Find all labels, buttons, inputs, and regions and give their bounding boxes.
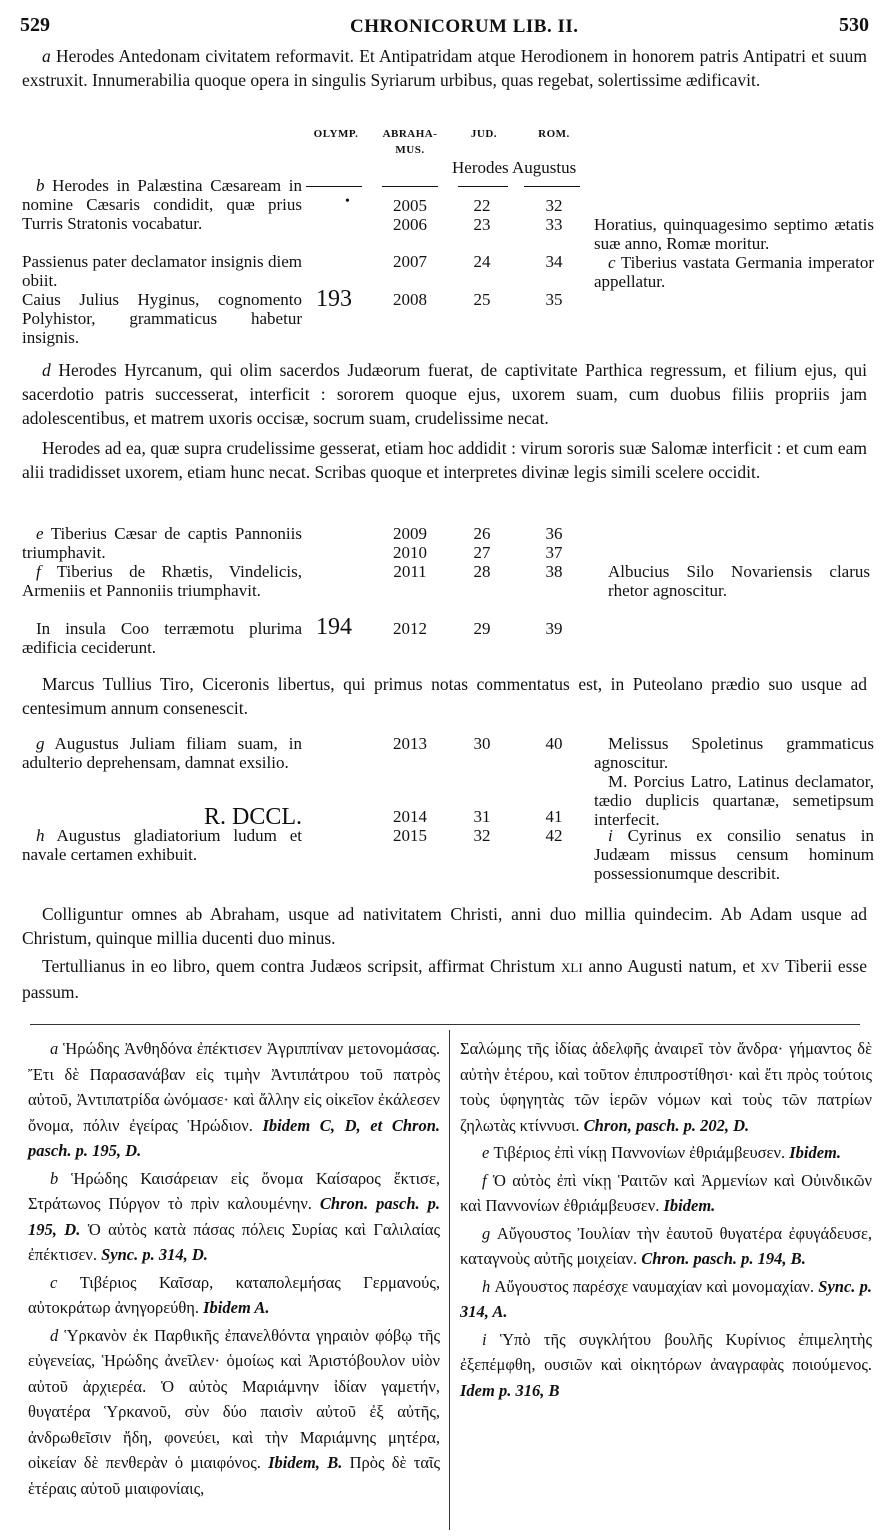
- source-reference: Ibidem A.: [203, 1298, 270, 1317]
- roman-numeral: XV: [760, 960, 780, 975]
- roman-year-marker: R. DCCL.: [204, 804, 303, 830]
- source-reference: Ibidem, B.: [268, 1453, 343, 1472]
- note-letter: f: [36, 562, 41, 581]
- entry-text: Augustus gladiatorium ludum et navale certamen exhibuit.: [22, 826, 302, 864]
- entry-text: Caius Julius Hyginus, cognomento Polyhistor, grammaticus habetur insignis.: [22, 290, 302, 347]
- olympiad-number: 194: [316, 614, 352, 640]
- col-jud: JUD.: [470, 128, 498, 140]
- year-rom: 39: [545, 619, 563, 638]
- side-note: [594, 734, 874, 772]
- col-olymp: OLYMP.: [313, 128, 359, 140]
- year-jud: 29: [473, 619, 491, 638]
- note-letter: h: [36, 826, 45, 845]
- paragraph-text: Tiberii esse passum.: [22, 956, 867, 1002]
- side-note: [594, 826, 874, 883]
- note-text: Cyrinus ex consilio senatus in Judæam missus censum hominum possessionumque describit.: [594, 826, 874, 883]
- greek-footnote: [28, 1323, 440, 1502]
- entry-text: Tiberius Cæsar de captis Pannoniis triumphavit.: [22, 524, 302, 562]
- year-rom: 40: [545, 734, 563, 753]
- chronicle-entry: [22, 562, 302, 600]
- year-rom: 32: [545, 196, 563, 215]
- year-abraham: 2005: [393, 196, 427, 215]
- year-jud: 32: [473, 826, 491, 845]
- note-letter: h: [482, 1276, 491, 1296]
- note-text: Tiberius vastata Germania imperator appellatur.: [594, 253, 874, 291]
- entry-text: Herodes in Palæstina Cæsaream in nomine Cæsaris condidit, quæ prius Turris Stratonis vocabatur.: [22, 176, 302, 233]
- greek-footnote: [460, 1036, 872, 1138]
- chronicle-entry: [22, 176, 302, 233]
- paragraph-text: Herodes Hyrcanum, qui olim sacerdos Judæorum fuerat, de captivitate Parthica regressum, et filium ejus, qui sacerdotio patris successerat, interficit : sororem quoque ejus, uxorem suam, cum duobus filiis propriis jam adolescentibus, et matrem uxoris occisæ, socrum suam, crudelissime necat.: [22, 360, 867, 428]
- greek-footnote: [460, 1221, 872, 1272]
- greek-footnotes-right: [460, 1036, 872, 1405]
- year-rom: 34: [545, 252, 563, 271]
- year-rom: 38: [545, 562, 563, 581]
- side-note: [594, 215, 874, 253]
- col-subheading: Herodes Augustus: [452, 158, 577, 177]
- note-letter: b: [36, 176, 45, 195]
- year-jud: 27: [473, 543, 491, 562]
- column-rule: [458, 186, 508, 187]
- greek-text: Αὔγουστος παρέσχε ναυμαχίαν καὶ μονομαχίαν.: [490, 1276, 819, 1296]
- side-note: [594, 772, 874, 829]
- greek-text: Πρὸς δὲ ταῖς ἑτέραις αὐτοῦ μιαιφονίαις,: [28, 1453, 440, 1498]
- chronicle-entry: [22, 734, 302, 772]
- note-letter: a: [50, 1039, 59, 1058]
- year-rom: 33: [545, 215, 563, 234]
- year-abraham: 2013: [393, 734, 427, 753]
- year-jud: 24: [473, 252, 491, 271]
- column-rule: [306, 186, 362, 187]
- note-letter: f: [482, 1170, 487, 1190]
- source-reference: Sync. p. 314, D.: [101, 1245, 208, 1264]
- year-abraham: 2007: [393, 252, 427, 271]
- greek-text: Ὑπὸ τῆς συγκλήτου βουλῆς Κυρίνιος ἐπιμελητὴς ἐξεπέμφθη, ουσιῶν καὶ οἰκητόρων ἀναγραφὰς ποιούμενος.: [460, 1329, 872, 1374]
- note-text: Horatius, quinquagesimo septimo ætatis suæ anno, Romæ moritur.: [594, 215, 874, 253]
- source-reference: Idem p. 316, B: [460, 1380, 560, 1400]
- source-reference: Ibidem.: [789, 1143, 841, 1162]
- column-divider: [449, 1030, 450, 1530]
- paragraph-text: Marcus Tullius Tiro, Ciceronis libertus, qui primus notas commentatus est, in Puteolano prædio suo usque ad centesimum annum consenescit.: [22, 674, 867, 718]
- paragraph-tiro: [22, 672, 867, 720]
- page-number-right: 530: [839, 14, 869, 36]
- mark-glyph: •: [345, 194, 350, 209]
- greek-footnote: [460, 1168, 872, 1219]
- source-reference: Sync. p. 314, A.: [460, 1276, 873, 1321]
- chronicle-entry: [22, 252, 302, 290]
- paragraph-herodes: [22, 436, 867, 484]
- year-jud: 23: [473, 215, 491, 234]
- side-note: [608, 562, 870, 600]
- paragraph-d: [22, 358, 867, 430]
- paragraph-text: Herodes Antedonam civitatem reformavit. Et Antipatridam atque Herodionem in honorem patris Antipatri et suum exstruxit. Innumerabilia quoque opera in singulis Syriarum urbibus, quas regebat, solertissime ædificavit.: [22, 46, 867, 90]
- year-abraham: 2014: [393, 807, 427, 826]
- greek-text: Τιβέριος ἐπὶ νίκῃ Παννονίων ἐθριάμβευσεν.: [489, 1143, 790, 1162]
- note-text: Melissus Spoletinus grammaticus agnoscitur.: [594, 734, 874, 772]
- paragraph-text: Herodes ad ea, quæ supra crudelissime gesserat, etiam hoc addidit : virum sororis suæ Salomæ interficit : et cum eam alii tradidisset uxorem, etiam hunc necat. Scribas quoque et interpretes divinæ legis simili scelere occidit.: [22, 438, 867, 482]
- greek-footnote: [28, 1166, 440, 1268]
- note-letter: d: [50, 1325, 59, 1345]
- year-jud: 30: [473, 734, 491, 753]
- chronicle-entry: [22, 826, 302, 864]
- intro-paragraph: [22, 44, 867, 92]
- greek-footnote: [460, 1274, 872, 1325]
- year-jud: 31: [473, 807, 491, 826]
- source-reference: Chron. pasch. p. 194, B.: [641, 1249, 806, 1268]
- paragraph-text: Tertullianus in eo libro, quem contra Judæos scripsit, affirmat Christum: [42, 956, 561, 976]
- year-abraham: 2011: [393, 562, 427, 581]
- paragraph-text: anno Augusti natum, et: [582, 956, 761, 976]
- greek-text: Αὔγουστος Ἰουλίαν τὴν ἑαυτοῦ θυγατέρα ἐφυγάδευσε, καταγνοὺς αὐτῆς μοιχείαν.: [460, 1223, 872, 1268]
- chronicle-entry: [22, 524, 302, 562]
- year-rom: 35: [545, 290, 563, 309]
- footnote-rule: [30, 1024, 860, 1025]
- year-abraham: 2010: [393, 543, 427, 562]
- paragraph-tertullianus: [22, 954, 867, 1004]
- year-jud: 25: [473, 290, 491, 309]
- greek-footnotes-left: [28, 1036, 440, 1503]
- note-letter: g: [36, 734, 45, 753]
- greek-text: Ὑρκανὸν ἐκ Παρθικῆς ἐπανελθόντα γηραιὸν φόβῳ τῆς εὐγενείας, Ἡρώδης ἀνεῖλεν· ὁμοίως καὶ Ἀριστόβουλον υἱὸν αὐτοῦ ἀρχιερέα. Ὁ αὐτὸς Μαριάμνην ἰδίαν γαμετήν, θυγατέρα Ὑρκανοῦ, σὺν δύο παισὶν αὐτοῦ ἐξ αὐτῆς, ἀνδρωθεῖσιν ἤδη, φονεύει, καὶ τὴν Μαριάμνης μητέρα, οἰκείαν δὲ πενθερὰν ὁ μιαιφόνος.: [28, 1325, 440, 1472]
- note-text: M. Porcius Latro, Latinus declamator, tædio duplicis quartanæ, semetipsum interfecit.: [594, 772, 874, 829]
- col-rom: ROM.: [538, 128, 570, 140]
- year-rom: 36: [545, 524, 563, 543]
- greek-text: Ὁ αὐτὸς ἐπὶ νίκῃ Ῥαιτῶν καὶ Ἀρμενίων καὶ Οὐινδικῶν καὶ Παννονίων ἐθριάμβευσεν.: [460, 1170, 872, 1215]
- greek-text: Τιβέριος Καῖσαρ, καταπολεμήσας Γερμανούς, αὐτοκράτωρ ἀνηγορεύθη.: [28, 1272, 440, 1317]
- greek-footnote: [28, 1270, 440, 1321]
- source-reference: Chron, pasch. p. 202, D.: [583, 1115, 750, 1135]
- entry-text: Augustus Juliam filiam suam, in adulterio deprehensam, damnat exsilio.: [22, 734, 302, 772]
- year-abraham: 2006: [393, 215, 427, 234]
- col-abraham-1: ABRAHA-: [382, 128, 438, 140]
- chronicle-entry: [22, 619, 302, 657]
- year-jud: 22: [473, 196, 491, 215]
- entry-text: Tiberius de Rhætis, Vindelicis, Armeniis et Pannoniis triumphavit.: [22, 562, 302, 600]
- year-abraham: 2008: [393, 290, 427, 309]
- greek-text: Ὁ αὐτὸς κατὰ πάσας πόλεις Συρίας καὶ Γαλιλαίας ἐπέκτισεν.: [28, 1219, 441, 1264]
- year-rom: 41: [545, 807, 563, 826]
- col-abraham-2: MUS.: [395, 144, 425, 156]
- source-reference: Chron. pasch. p. 195, D.: [28, 1194, 441, 1239]
- source-reference: Ibidem.: [663, 1196, 716, 1215]
- greek-footnote: [460, 1140, 872, 1166]
- greek-footnote: [28, 1036, 440, 1164]
- note-letter: a: [42, 46, 51, 66]
- note-letter: g: [482, 1223, 491, 1243]
- year-rom: 37: [545, 543, 563, 562]
- chronicle-entry: [22, 290, 302, 347]
- year-abraham: 2009: [393, 524, 427, 543]
- note-text: Albucius Silo Novariensis clarus rhetor agnoscitur.: [608, 562, 870, 600]
- note-letter: i: [608, 826, 613, 845]
- note-letter: d: [42, 360, 51, 380]
- year-rom: 42: [545, 826, 563, 845]
- greek-text: Σαλώμης τῆς ἰδίας ἀδελφῆς ἀναιρεῖ τὸν ἄνδρα· γήμαντος δὲ αὐτὴν ἑτέρου, καὶ τοῦτον ἐπιπροστίθησι· καὶ ἔτι πρὸς τούτοις τοὺς ὑφηγητὰς τῶν ἱερῶν νόμων καὶ τοὺς τῶν πατρίων ζηλωτὰς κτίννυσι.: [460, 1039, 872, 1135]
- note-letter: e: [36, 524, 44, 543]
- column-rule: [382, 186, 438, 187]
- year-abraham: 2015: [393, 826, 427, 845]
- year-jud: 28: [473, 562, 491, 581]
- greek-text: Ἡρώδης Καισάρειαν εἰς ὄνομα Καίσαρος ἔκτισε, Στράτωνος Πύργον τὸ πρὶν καλουμένην.: [28, 1168, 440, 1213]
- running-title: CHRONICORUM LIB. II.: [350, 16, 579, 37]
- side-note: [594, 253, 874, 291]
- olympiad-number: 193: [316, 286, 352, 312]
- year-jud: 26: [473, 524, 491, 543]
- source-reference: Ibidem C, D, et Chron. pasch. p. 195, D.: [28, 1115, 440, 1160]
- column-rule: [524, 186, 580, 187]
- entry-text: In insula Coo terræmotu plurima ædificia ceciderunt.: [22, 619, 302, 657]
- running-head: [0, 8, 889, 36]
- roman-numeral: XLI: [560, 960, 583, 975]
- greek-footnote: [460, 1327, 872, 1404]
- page-number-left: 529: [20, 14, 50, 36]
- paragraph-colliguntur: [22, 902, 867, 950]
- note-letter: c: [50, 1272, 58, 1292]
- note-letter: i: [482, 1329, 487, 1349]
- note-letter: e: [482, 1143, 490, 1162]
- greek-text: Ἡρώδης Ἀνθηδόνα ἐπέκτισεν Ἀγριππίναν μετονομάσας. Ἔτι δὲ Παρασανάβαν εἰς τιμὴν Ἀντιπάτρου τοῦ πατρὸς αὐτοῦ, Ἀντιπατρίδα ὠνόμασε· καὶ ἄλλην εἰς οἰκεῖον ἐκάλεσεν ὄνομα, πόλιν ἐγείρας Ἡρώδιον.: [28, 1039, 440, 1135]
- entry-text: Passienus pater declamator insignis diem obiit.: [22, 252, 302, 290]
- year-abraham: 2012: [393, 619, 427, 638]
- note-letter: b: [50, 1168, 59, 1188]
- note-letter: c: [608, 253, 616, 272]
- paragraph-text: Colliguntur omnes ab Abraham, usque ad nativitatem Christi, anni duo millia quindecim. Ab Adam usque ad Christum, quinque millia ducenti duo minus.: [22, 904, 867, 948]
